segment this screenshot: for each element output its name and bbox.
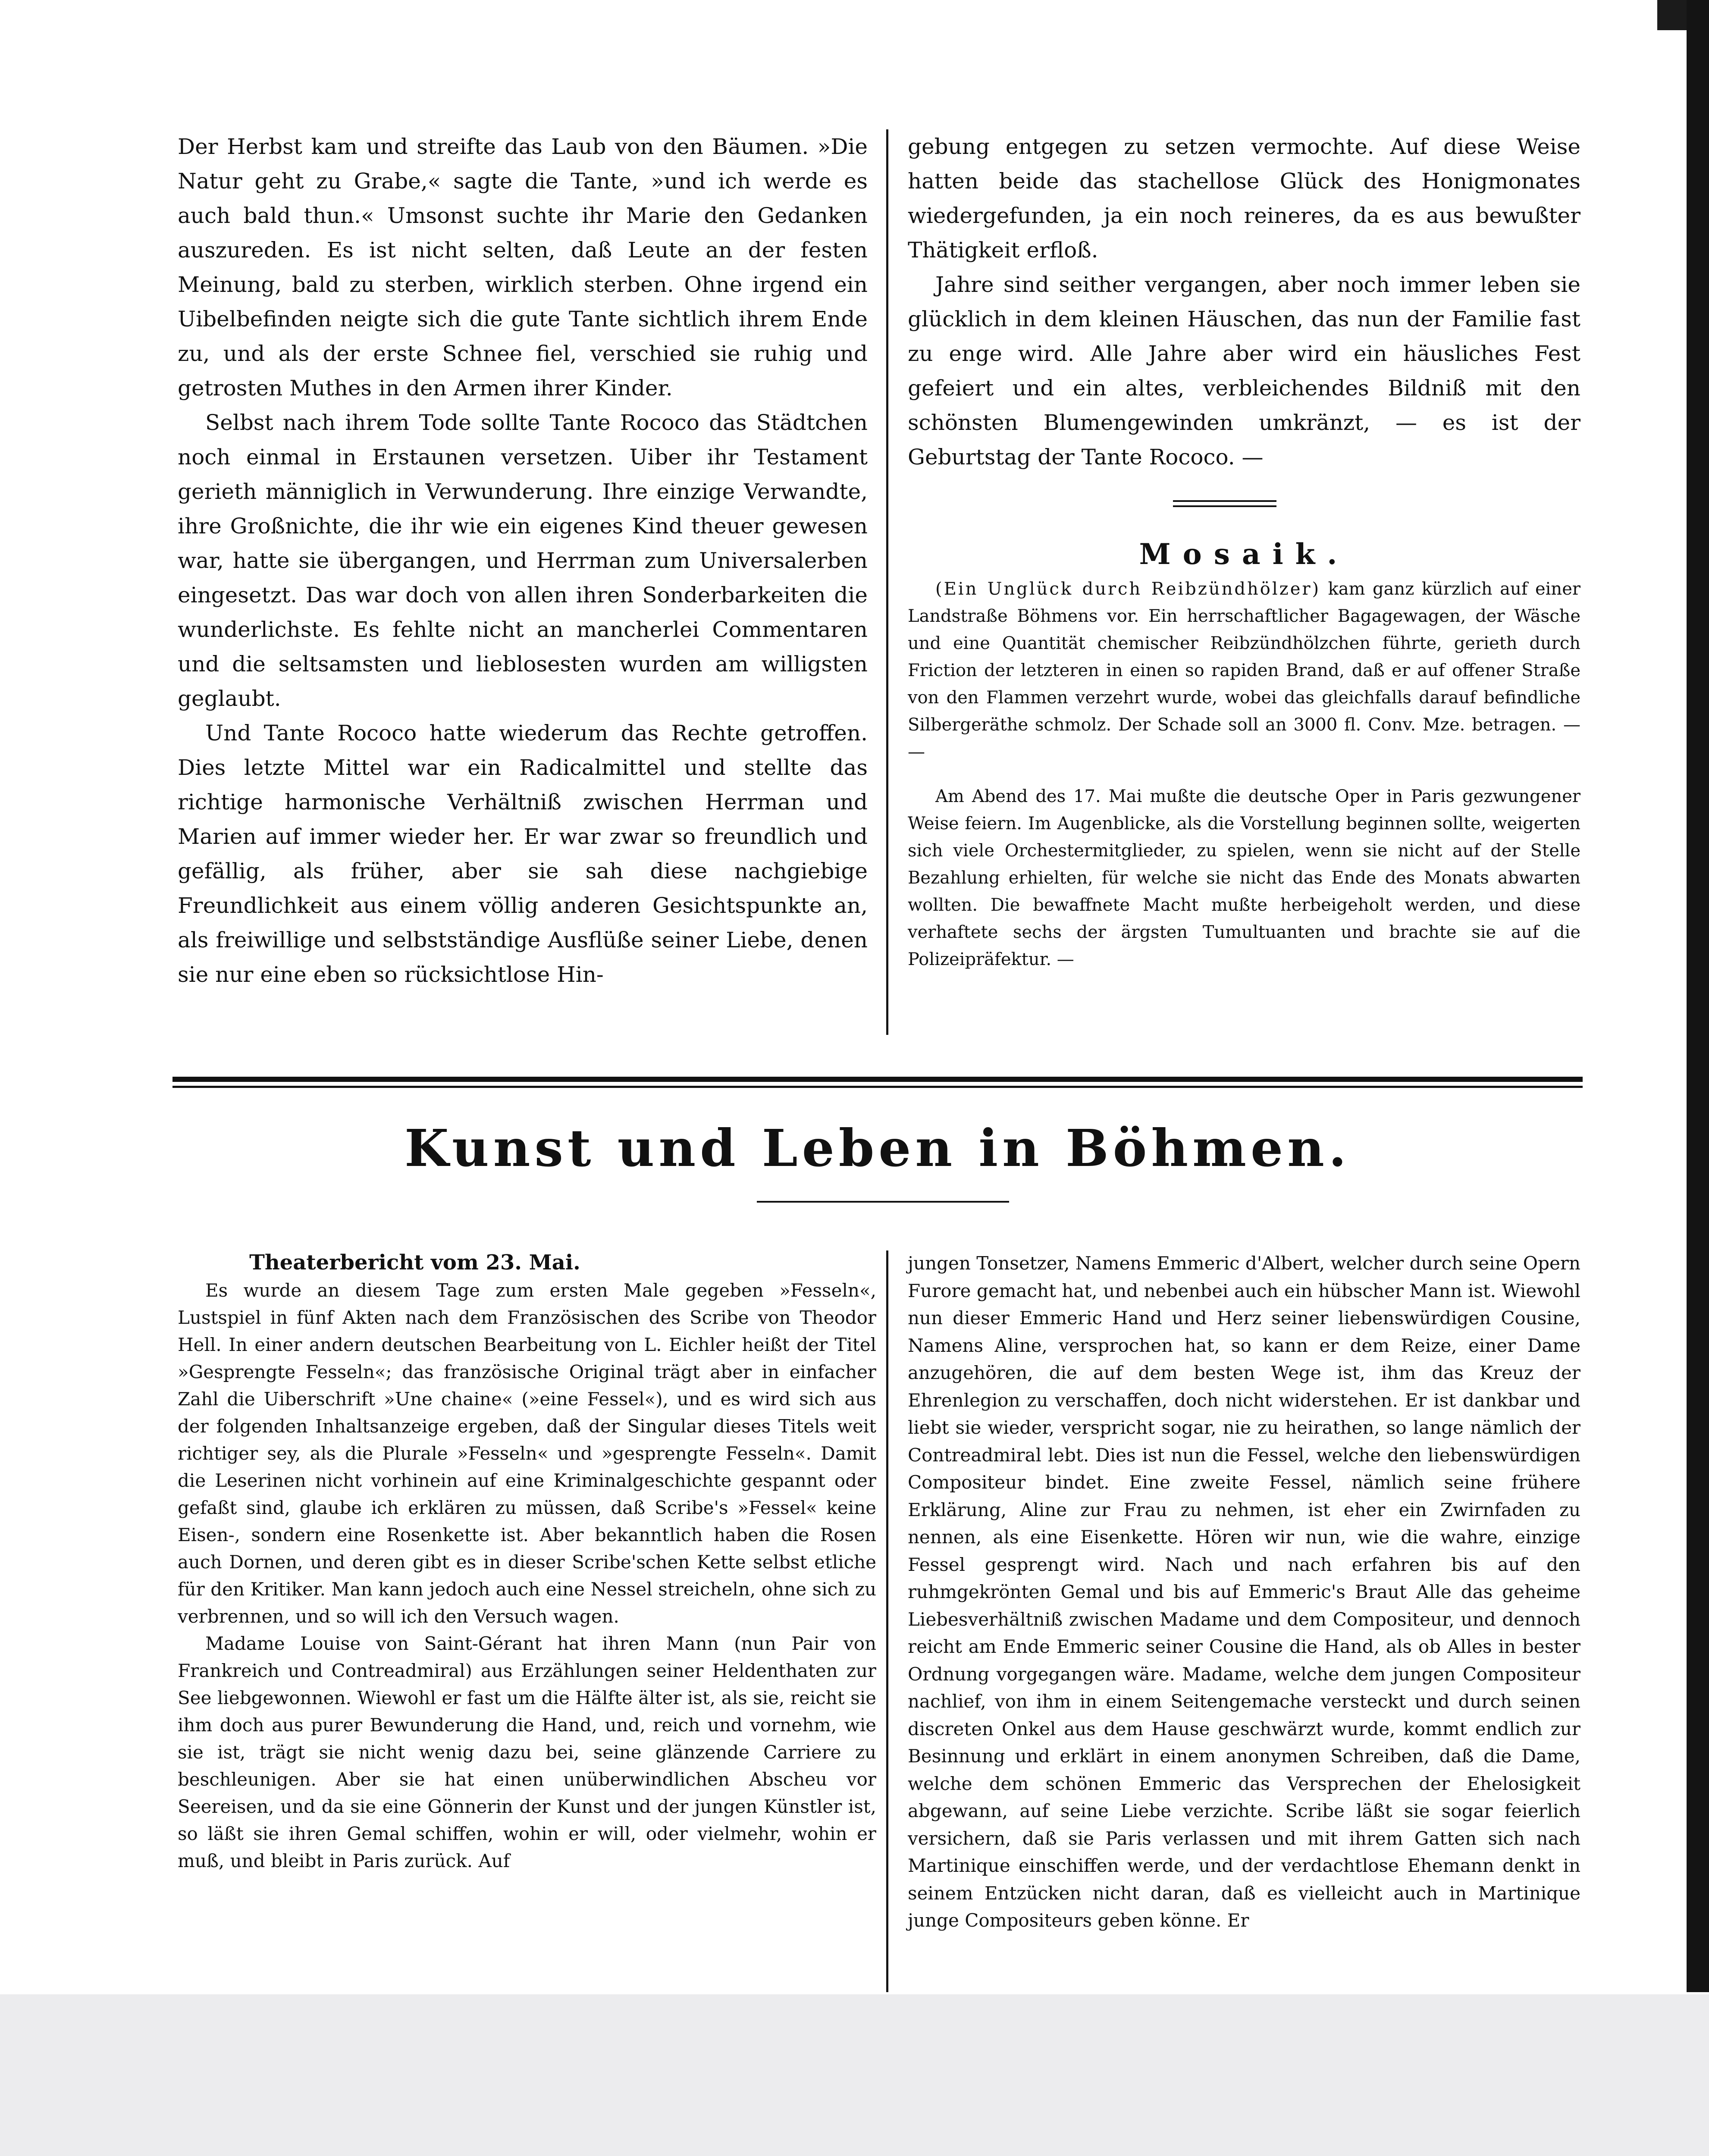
ornament-rule	[1173, 500, 1276, 502]
section-rule-thick	[172, 1077, 1583, 1082]
column-divider-top	[886, 129, 888, 1035]
scan-background-band	[0, 1994, 1709, 2156]
mosaik-item-lead: (Ein Unglück durch Reibzündhölzer)	[935, 579, 1321, 599]
story-column-right	[908, 129, 1580, 474]
theater-paragraph: Es wurde an diesem Tage zum ersten Male gegeben »Fesseln«, Lustspiel in fünf Akten nach dem Französischen des Scribe von Theodor Hell. In einer andern deutschen Bearbeitung von L. Eichler heißt der Titel »Gesprengte Fesseln«; das französische Original trägt aber in einfacher Zahl die Uiberschrift »Une chaine« (»eine Fessel«), und es wird sich aus der folgenden Inhaltsanzeige ergeben, daß der Singular dieses Titels weit richtiger sey, als die Plurale »Fesseln« und »gesprengte Fesseln«. Damit die Leserinen nicht vorhinein auf eine Kriminalgeschichte gespannt oder gefaßt sind, glaube ich erklären zu müssen, daß Scribe's »Fessel« keine Eisen-, sondern eine Rosenkette ist. Aber bekanntlich haben die Rosen auch Dornen, und deren gibt es in dieser Scribe'schen Kette selbst etliche für den Kritiker. Man kann jedoch auch eine Nessel streicheln, ohne sich zu verbrennen, und so will ich den Versuch wagen.	[178, 1280, 876, 1627]
theater-paragraph: Madame Louise von Saint-Gérant hat ihren Mann (nun Pair von Frankreich und Contreadmiral) aus Erzählungen seiner Heldenthaten zur See liebgewonnen. Wiewohl er fast um die Hälfte älter ist, als sie, reicht sie ihm doch aus purer Bewunderung die Hand, und, reich und vornehm, wie sie ist, trägt sie nicht wenig dazu bei, seine glänzende Carriere zu beschleunigen. Aber sie hat einen unüberwindlichen Abscheu vor Seereisen, und da sie eine Gönnerin der Kunst und der jungen Künstler ist, so läßt sie ihren Gemal schiffen, wohin er will, oder vielmehr, wohin er muß, und bleibt in Paris zurück. Auf	[178, 1633, 876, 1871]
story-paragraph: Der Herbst kam und streifte das Laub von den Bäumen. »Die Natur geht zu Grabe,« sagte die Tante, »und ich werde es auch bald thun.« Umsonst suchte ihr Marie den Gedanken auszureden. Es ist nicht selten, daß Leute an der festen Meinung, bald zu sterben, wirklich sterben. Ohne irgend ein Uibelbefinden neigte sich die gute Tante sichtlich ihrem Ende zu, und als der erste Schnee fiel, verschied sie ruhig und getrosten Muthes in den Armen ihrer Kinder.	[178, 134, 868, 401]
theater-column-right	[908, 1250, 1580, 1934]
theater-column-left	[178, 1248, 876, 1874]
mosaik-item	[908, 576, 1580, 766]
story-paragraph: gebung entgegen zu setzen vermochte. Auf diese Weise hatten beide das stachellose Glück des Honigmonates wiedergefunden, ja ein noch reineres, da es aus bewußter Thätigkeit erfloß.	[908, 134, 1580, 263]
story-paragraph: Und Tante Rococo hatte wiederum das Rechte getroffen. Dies letzte Mittel war ein Radicalmittel und stellte das richtige harmonische Verhältniß zwischen Herrman und Marien auf immer wieder her. Er war zwar so freundlich und gefällig, als früher, aber sie sah diese nachgiebige Freundlichkeit aus einem völlig anderen Gesichtspunkte an, als freiwillige und selbstständige Ausflüße seiner Liebe, denen sie nur eine eben so rücksichtlose Hin-	[178, 721, 868, 987]
mosaik-body	[908, 576, 1580, 990]
theater-paragraph: jungen Tonsetzer, Namens Emmeric d'Albert, welcher durch seine Opern Furore gemacht hat, und nebenbei auch ein hübscher Mann ist. Wiewohl nun dieser Emmeric Hand und Herz seiner liebenswürdigen Cousine, Namens Aline, versprochen hat, so kann er dem Reize, einer Dame anzugehören, die auf dem besten Wege ist, ihm das Kreuz der Ehrenlegion zu verschaffen, doch nicht widerstehen. Er ist dankbar und liebt sie wieder, verspricht sogar, nie zu heirathen, so lange nämlich der Contreadmiral lebt. Dies ist nun die Fessel, welche den liebenswürdigen Compositeur bindet. Eine zweite Fessel, nämlich seine frühere Erklärung, Aline zur Frau zu nehmen, ist eher ein Zwirnfaden zu nennen, als eine Eisenkette. Hören wir nun, wie die wahre, einzige Fessel gesprengt wird. Nach und nach erfahren bis auf den ruhmgekrönten Gemal und bis auf Emmeric's Braut Alle das geheime Liebesverhältniß zwischen Madame und dem Compositeur, und dennoch reicht am Ende Emmeric seiner Cousine die Hand, als ob Alles in bester Ordnung vorgegangen wäre. Madame, welche dem jungen Compositeur nachlief, von ihm in einem Seitengemache versteckt und durch seinen discreten Onkel aus dem Hause geschwärzt wurde, kommt endlich zur Besinnung und erklärt in einem anonymen Schreiben, daß die Dame, welche dem schönen Emmeric das Versprechen der Ehelosigkeit abgewann, auf seine Liebe verzichte. Scribe läßt sie sogar feierlich versichern, daß sie Paris verlassen und mit ihrem Gatten sich nach Martinique einschiffen werde, und der verdachtlose Ehemann denkt in seinem Entzücken nicht daran, daß es vielleicht auch in Martinique junge Compositeurs geben könne. Er	[908, 1253, 1580, 1931]
section-rule-thin	[172, 1086, 1583, 1088]
mosaik-title: Mosaik.	[1139, 537, 1349, 571]
mosaik-item: Am Abend des 17. Mai mußte die deutsche Oper in Paris gezwungener Weise feiern. Im Augenblicke, als die Vorstellung beginnen sollte, weigerten sich viele Orchestermitglieder, zu spielen, wenn sie nicht auf der Stelle Bezahlung erhielten, für welche sie nicht das Ende des Monats abwarten wollten. Die bewaffnete Macht mußte herbeigeholt werden, und diese verhaftete sechs der ärgsten Tumultuanten und brachte sie auf die Polizeipräfektur. —	[908, 787, 1580, 969]
ornament-rule	[1173, 505, 1276, 507]
mosaik-item-text: kam ganz kürzlich auf einer Landstraße Böhmens vor. Ein herrschaftlicher Bagagewagen, der Wäsche und eine Quantität chemischer Reibzündhölzchen führte, gerieth durch Friction der letzteren in einen so rapiden Brand, daß er auf offener Straße von den Flammen verzehrt wurde, wobei das gleichfalls darauf befindliche Silbergeräthe schmolz. Der Schade soll an 3000 fl. Conv. Mze. betragen. — —	[908, 579, 1580, 762]
section-title: Kunst und Leben in Böhmen.	[405, 1118, 1351, 1178]
story-paragraph: Jahre sind seither vergangen, aber noch immer leben sie glücklich in dem kleinen Häuschen, das nun der Familie fast zu enge wird. Alle Jahre aber wird ein häusliches Fest gefeiert und ein altes, verbleichendes Bildniß mit den schönsten Blumengewinden umkränzt, — es ist der Geburtstag der Tante Rococo. —	[908, 272, 1580, 470]
column-divider-bottom	[886, 1250, 888, 1992]
section-title-underline	[757, 1201, 1009, 1203]
scan-edge-right	[1687, 0, 1709, 1992]
story-column-left	[178, 129, 868, 992]
story-paragraph: Selbst nach ihrem Tode sollte Tante Rococo das Städtchen noch einmal in Erstaunen versetzen. Uiber ihr Testament gerieth männiglich in Verwunderung. Ihre einzige Verwandte, ihre Großnichte, die ihr wie ein eigenes Kind theuer gewesen war, hatte sie übergangen, und Herrman zum Universalerben eingesetzt. Das war doch von allen ihren Sonderbarkeiten die wunderlichste. Es fehlte nicht an mancherlei Commentaren und die seltsamsten und lieblosesten wurden am willigsten geglaubt.	[178, 410, 868, 711]
theater-heading: Theaterbericht vom 23. Mai.	[249, 1250, 580, 1275]
